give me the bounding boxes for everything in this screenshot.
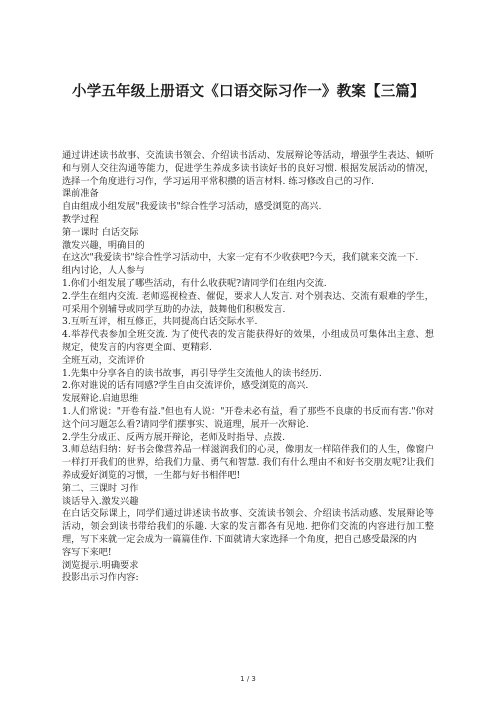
paragraph: 谈话导入.激发兴趣 [62, 495, 139, 507]
paragraph: 组内讨论，人人参与 [62, 265, 145, 277]
paragraph: 3.师总结归纳：好书会像营养品一样滋润我们的心灵，像朋友一样陪伴我们的人生，像窗户一样打开我们的世界，给我们力量、勇气和智慧. 我们有什么理由不和好书交朋友呢?让我们养成爱好浏览的习惯，一生都与好书相伴吧! [62, 444, 434, 481]
paragraph: 课前准备 [62, 188, 99, 200]
paragraph: 第二、三课时 习作 [62, 482, 139, 494]
paragraph: 3.互听互评，相互修正，共同提高白话交际水平. [62, 316, 258, 328]
paragraph: 浏览提示.明确要求 [62, 559, 139, 571]
paragraph: 自由组成小组发展"我爱读书"综合性学习活动，感受浏览的高兴. [62, 201, 322, 213]
paragraph: 在这次"我爱读书"综合性学习活动中，大家一定有不少收获吧?今天，我们就来交流一下. [62, 252, 419, 264]
paragraph: 教学过程 [62, 213, 99, 225]
paragraph: 1.你们小组发展了哪些活动，有什么收获呢?请同学们在组内交流. [62, 277, 327, 289]
paragraph: 2.学生分成正、反两方展开辩论，老师及时指导、点拨. [62, 431, 285, 443]
paragraph: 4.举荐代表参加全班交流. 为了使代表的发言能获得好的效果，小组成员可集体出主意、想规定，使发言的内容更全面、更精彩. [62, 329, 434, 353]
paragraph: 2.学生在组内交流. 老师巡视检查、催促，要求人人发言. 对个别表达、交流有艰难的学生，可采用个别辅导或同学互助的办法，鼓舞他们积极发言. [62, 290, 434, 315]
paragraph: 通过讲述读书故事、交流读书领会、介绍读书活动、发展辩论等活动，增强学生表达、倾听和与别人交往沟通等能力，促进学生养成多读书读好书的良好习惯. 根据发展活动的情况，选择一个角度进行习作，学习运用平常积攒的语言材料. 练习修改自己的习作. [62, 150, 434, 187]
paragraph: 全班互动，交流评价 [62, 354, 145, 366]
paragraph: 第一课时 白话交际 [62, 226, 139, 238]
document-title: 小学五年级上册语文《口语交际习作一》教案【三篇】 [72, 84, 425, 100]
document-body [62, 150, 434, 585]
paragraph: 容写下来吧! [62, 546, 112, 558]
paragraph: 投影出示习作内容: [62, 572, 139, 584]
paragraph: 激发兴趣，明确目的 [62, 239, 145, 251]
paragraph: 发展辩论.启迪思维 [62, 393, 139, 405]
paragraph: 1.先集中分享各自的读书故事，再引导学生交流他人的读书经历. [62, 367, 322, 379]
paragraph: 1.人们常说："开卷有益."但也有人说："开卷未必有益，看了那些不良康的书反而有害."你对这个问习题怎么看?请同学们摆事实、说道理，展开一次辩论. [62, 405, 434, 430]
paragraph: 在白话交际课上，同学们通过讲述读书故事、交流读书领会、介绍读书活动感、发展辩论等活动，领会到读书带给我们的乐趣. 大家的发言都各有见地. 把你们交流的内容进行加工整理，写下来就一定会成为一篇篇佳作. 下面就请大家选择一个角度，把自己感受最深的内 [62, 508, 434, 545]
page-number: 1 / 3 [240, 675, 256, 683]
paragraph: 2.你对谁说的话有同感?学生自由交流评价，感受浏览的高兴. [62, 380, 309, 392]
